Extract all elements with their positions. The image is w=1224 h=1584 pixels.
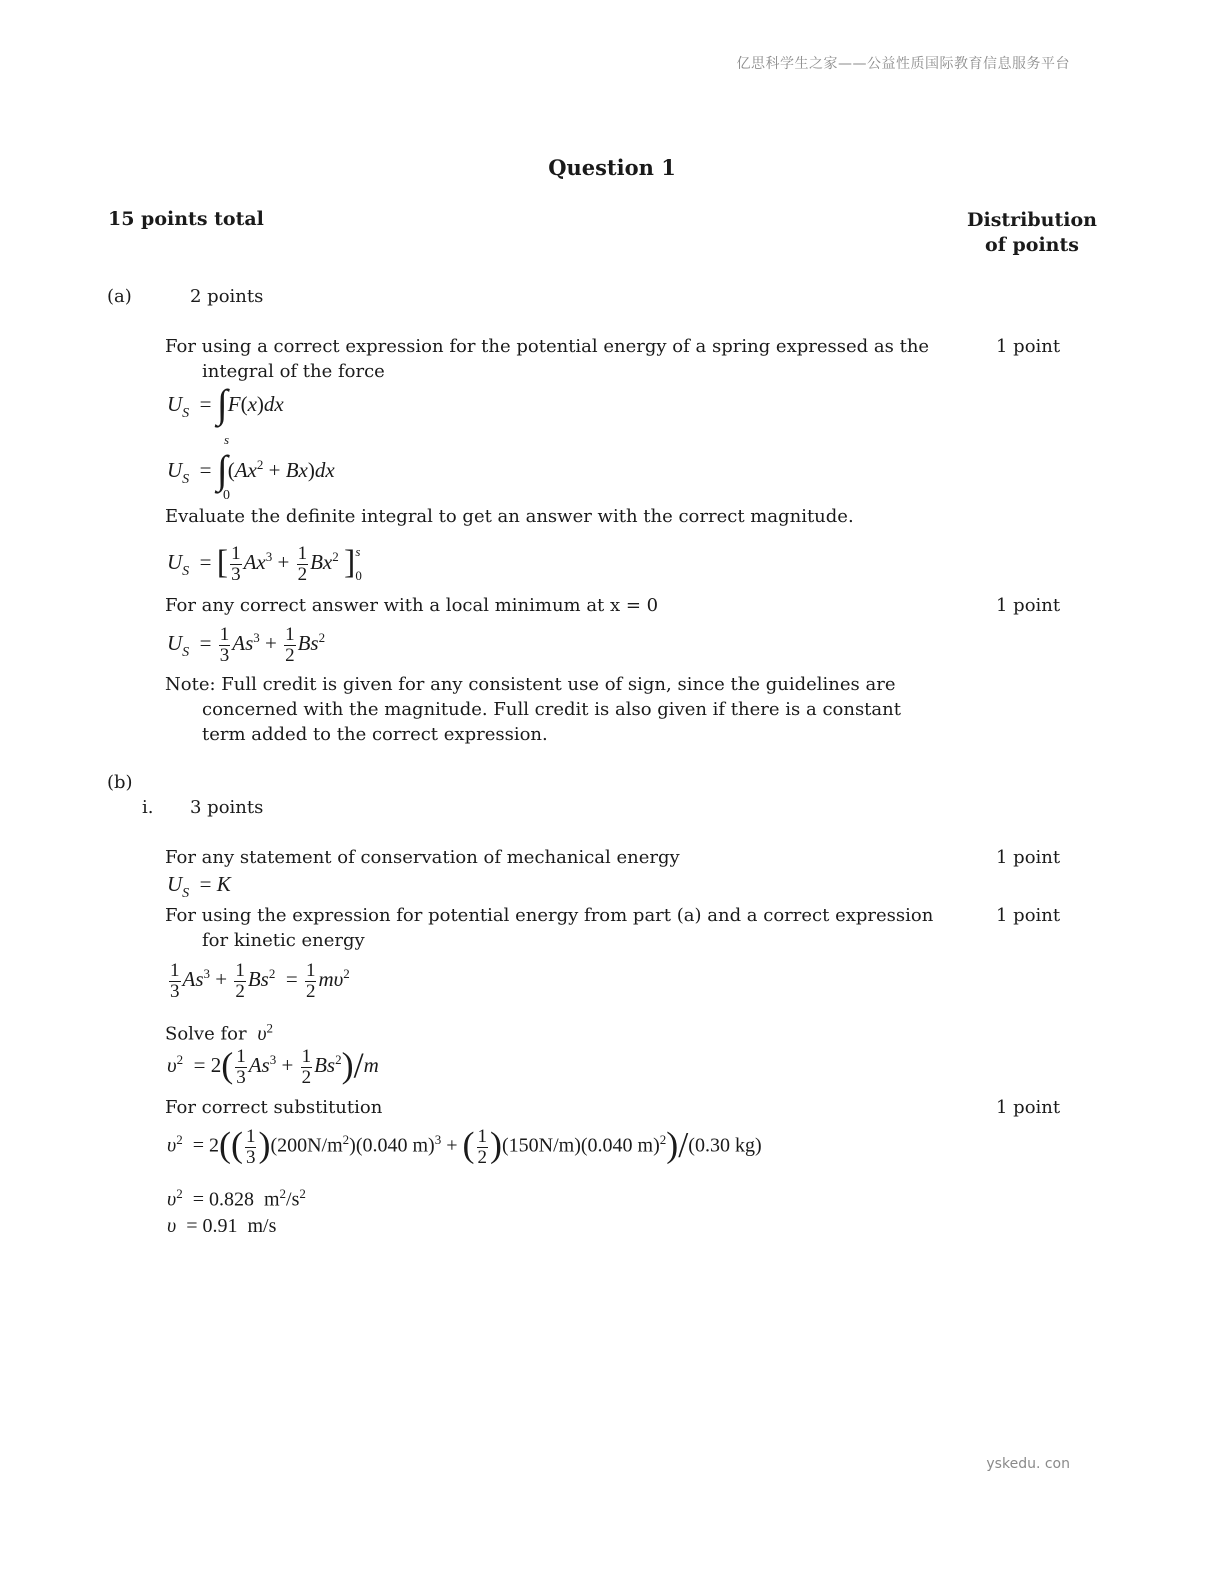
part-b-eq-1: $U_S = K$: [167, 872, 231, 901]
footer-watermark: yskedu. con: [986, 1456, 1070, 1472]
part-a-eq-3: $U_S$ = [ $\frac{1}{3}$ $Ax^3$ + $\frac{1}{2}$ Bx$^2$ ] s 0: [167, 542, 362, 585]
part-b-criterion-3: For correct substitution: [165, 1097, 383, 1118]
part-b-eq-4: $\upsilon^2 = 2$(( $\frac{1}{3}$ )$(200N/m^2)(0.040$ m)$^3$ + ( $\frac{1}{2}$ )(150N/m)(0.040 m)$^2$)/(0.30 kg): [167, 1124, 762, 1168]
part-a-evaluate-text: Evaluate the definite integral to get an answer with the correct magnitude.: [165, 506, 854, 527]
part-b-eq-5: $\upsilon^2 = 0.828$ $m^2/s^2$: [167, 1186, 306, 1211]
part-b-eq-3: $\upsilon^2 = 2$( $\frac{1}{3}$ $As^3$ + $\frac{1}{2}$ Bs$^2$)/m: [167, 1045, 379, 1088]
part-a-points: 2 points: [190, 286, 264, 307]
part-b-criterion-2: For using the expression for potential energy from part (a) and a correct expression for kinetic energy: [165, 905, 934, 951]
part-a-eq-1: $U_S = \int F(x)dx$: [167, 381, 284, 426]
part-b-solve-line: Solve for $\upsilon^2$: [165, 1020, 273, 1045]
part-b-criterion-1-points: 1 point: [996, 847, 1061, 868]
part-b-criterion-1: For any statement of conservation of mechanical energy: [165, 847, 680, 868]
part-a-criterion-2-text: For any correct answer with a local minimum at x = 0: [165, 595, 659, 616]
part-a-criterion-2-points: 1 point: [996, 595, 1061, 616]
part-b-label: (b): [107, 772, 133, 793]
part-b-eq-2: $\frac{1}{3}$ $As^3$ + $\frac{1}{2}$ Bs$^2$ = $\frac{1}{2}$ $m\upsilon^2$: [170, 959, 350, 1002]
question-title: Question 1: [548, 155, 676, 180]
part-b-criterion-2-points: 1 point: [996, 905, 1061, 926]
points-total: 15 points total: [108, 208, 264, 230]
part-a-criterion-2: [165, 593, 658, 618]
part-b-points: 3 points: [190, 797, 264, 818]
distribution-line-2: of points: [985, 234, 1079, 256]
part-b-criterion-3-points: 1 point: [996, 1097, 1061, 1118]
part-a-eq-4: $U_S$ = $\frac{1}{3}$ $As^3$ + $\frac{1}{2}$ Bs$^2$: [167, 623, 326, 666]
part-b-solve-text: Solve for: [165, 1023, 247, 1045]
part-a-label: (a): [107, 286, 132, 307]
part-a-criterion-1: For using a correct expression for the potential energy of a spring expressed as the integral of the force: [165, 336, 930, 382]
part-b-eq-6: υ = 0.91 m/s: [167, 1215, 277, 1237]
distribution-line-1: Distribution: [967, 209, 1097, 231]
part-b-sub-label: i.: [142, 797, 154, 818]
distribution-header: [958, 208, 1106, 258]
header-watermark: 亿思科学生之家——公益性质国际教育信息服务平台: [736, 56, 1070, 72]
part-a-note: Note: Full credit is given for any consistent use of sign, since the guidelines are concerned with the magnitude. Full credit is also given if there is a constant term added to the correct expression.: [165, 674, 901, 745]
part-a-criterion-1-points: 1 point: [996, 336, 1061, 357]
